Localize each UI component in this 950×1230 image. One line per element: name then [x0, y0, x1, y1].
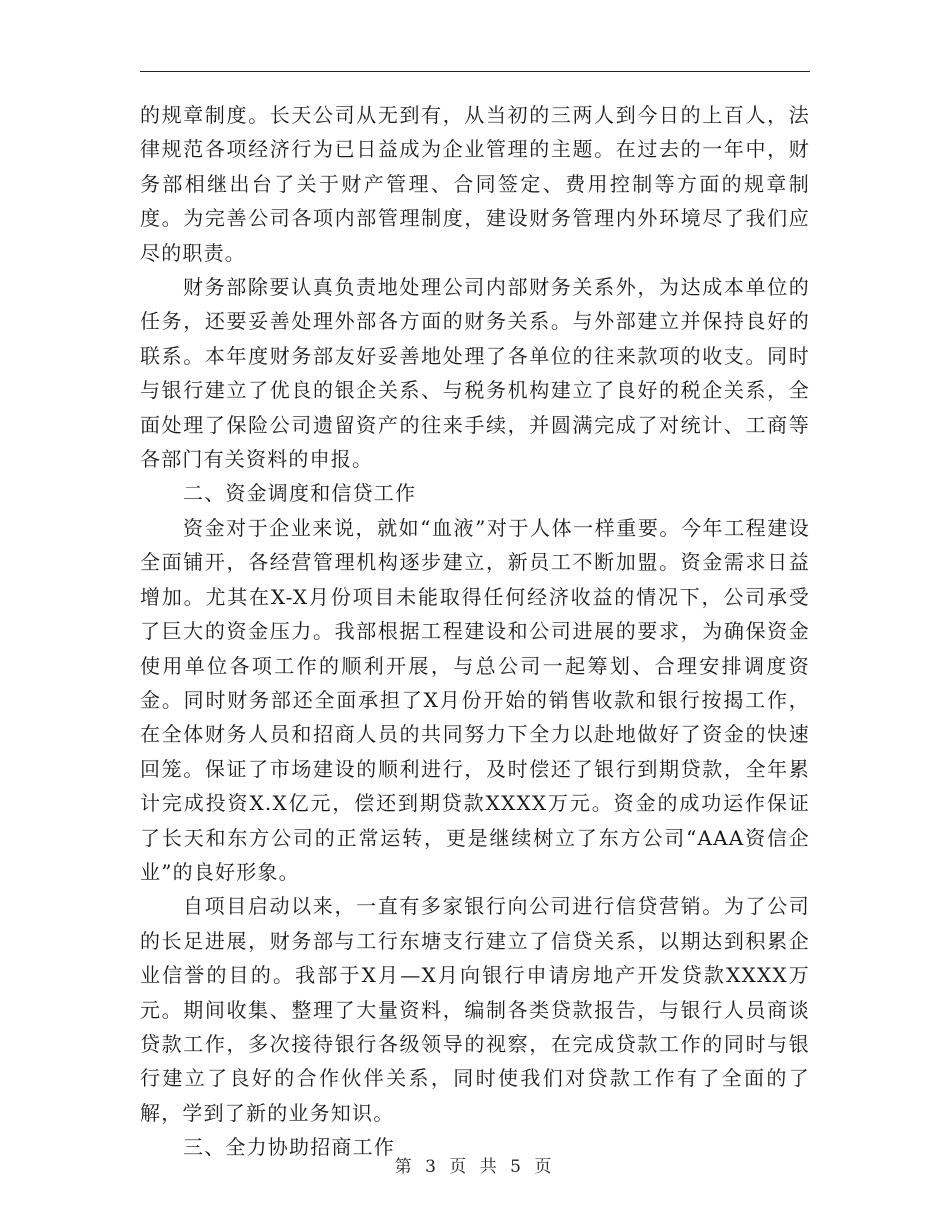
page-footer: 第 3 页 共 5 页	[394, 1157, 556, 1177]
paragraph-funds-scheduling: 资金对于企业来说，就如“血液”对于人体一样重要。今年工程建设全面铺开，各经营管理机构逐步建立，新员工不断加盟。资金需求日益增加。尤其在X-X月份项目未能取得任何经济收益的情况下，公司承受了巨大的资金压力。我部根据工程建设和公司进展的要求，为确保资金使用单位各项工作的顺利开展，与总公司一起筹划、合理安排调度资金。同时财务部还全面承担了X月份开始的销售收款和银行按揭工作，在全体财务人员和招商人员的共同努力下全力以赴地做好了资金的快速回笼。保证了市场建设的顺利进行，及时偿还了银行到期贷款，全年累计完成投资X.X亿元，偿还到期贷款XXXX万元。资金的成功运作保证了长天和东方公司的正常运转，更是继续树立了东方公司“AAA资信企业”的良好形象。	[140, 515, 810, 884]
section-heading-investment: 三、全力协助招商工作	[183, 1135, 395, 1160]
paragraph-regulations-continued: 的规章制度。长天公司从无到有，从当初的三两人到今日的上百人，法律规范各项经济行为已日益成为企业管理的主题。在过去的一年中，财务部相继出台了关于财产管理、合同签定、费用控制等方面的规章制度。为完善公司各项内部管理制度，建设财务管理内外环境尽了我们应尽的职责。	[140, 103, 810, 265]
section-heading-funds: 二、资金调度和信贷工作	[183, 481, 417, 506]
header-rule	[140, 71, 810, 72]
paragraph-external-relations: 财务部除要认真负责地处理公司内部财务关系外，为达成本单位的任务，还要妥善处理外部各方面的财务关系。与外部建立并保持良好的联系。本年度财务部友好妥善地处理了各单位的往来款项的收支。同时与银行建立了优良的银企关系、与税务机构建立了良好的税企关系，全面处理了保险公司遗留资产的往来手续，并圆满完成了对统计、工商等各部门有关资料的申报。	[140, 275, 810, 472]
document-body	[140, 98, 810, 1165]
paragraph-credit-work: 自项目启动以来，一直有多家银行向公司进行信贷营销。为了公司的长足进展，财务部与工行东塘支行建立了信贷关系，以期达到积累企业信誉的目的。我部于X月—X月向银行申请房地产开发贷款XXXX万元。期间收集、整理了大量资料，编制各类贷款报告，与银行人员商谈贷款工作，多次接待银行各级领导的视察，在完成贷款工作的同时与银行建立了良好的合作伙伴关系，同时使我们对贷款工作有了全面的了解，学到了新的业务知识。	[140, 894, 810, 1125]
